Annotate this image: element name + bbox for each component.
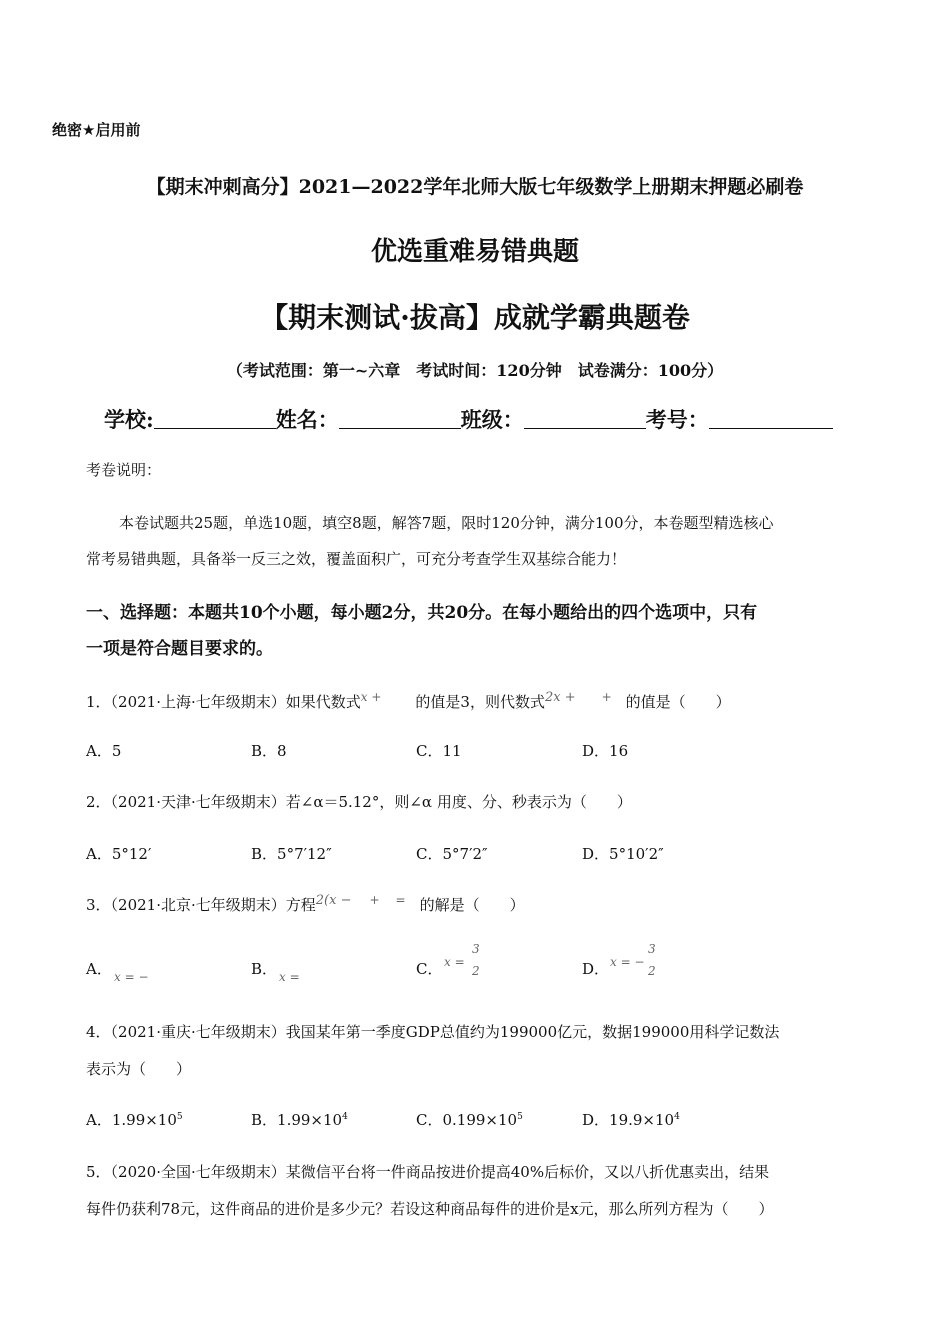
question-3-option-a[interactable] (86, 958, 149, 984)
question-5-line-2: 每件仍获利78元，这件商品的进价是多少元？若设这种商品每件的进价是x元，那么所列方程为（ ） (86, 1200, 774, 1218)
exam-subtitle: 优选重难易错典题 (370, 237, 579, 267)
question-2-stem: 2．（2021·天津·七年级期末）若∠α＝5.12°，则∠α 用度、分、秒表示为（ ） (86, 793, 632, 811)
instructions-line-1: 本卷试题共25题，单选10题，填空8题，解答7题，限时120分钟，满分100分，本卷题型精选核心 (119, 514, 774, 532)
question-2-option-a[interactable]: A．5°12′ (86, 845, 152, 863)
question-4-option-d-exponent: 4 (674, 1112, 680, 1122)
student-info-fields (104, 404, 833, 434)
instructions-line-2: 常考易错典题，具备举一反三之效，覆盖面积广，可充分考查学生双基综合能力！ (86, 550, 627, 568)
question-3-option-b-label: B． (251, 960, 278, 978)
question-1-math-b: 2x + (544, 690, 576, 705)
question-5-line-1: 5．（2020·全国·七年级期末）某微信平台将一件商品按进价提高40%后标价，又以八折优惠卖出，结果 (86, 1163, 770, 1181)
question-1-text-b: 的值是3，则代数式 (415, 693, 545, 711)
question-4-option-b-exponent: 4 (342, 1112, 348, 1122)
question-4-option-c-exponent: 5 (517, 1112, 523, 1122)
question-2-option-d[interactable]: D．5°10′2″ (582, 845, 664, 863)
question-4-line-2: 表示为（ ） (86, 1060, 192, 1078)
school-label: 学校: (104, 407, 154, 432)
question-3-option-c-label: C． (416, 960, 443, 978)
question-1-math-c: + (601, 690, 612, 704)
question-3-math-b: + (369, 893, 380, 907)
confidential-label: 绝密★启用前 (52, 121, 141, 139)
question-4-option-d-base: D．19.9×10 (582, 1111, 675, 1129)
question-4-option-c-base: C．0.199×10 (416, 1111, 518, 1129)
exam-heading: 【期末测试·拔高】成就学霸典题卷 (260, 301, 690, 334)
question-3-option-d-math: x = − (610, 955, 645, 969)
question-3-option-c-frac-bottom: 2 (472, 964, 480, 978)
question-4-option-a[interactable] (86, 1109, 183, 1130)
question-1-option-d[interactable]: D．16 (582, 742, 629, 760)
question-1-text-a: 1．（2021·上海·七年级期末）如果代数式 (86, 693, 361, 711)
section-heading-line-1: 一、选择题：本题共10个小题，每小题2分，共20分。在每小题给出的四个选项中，只有 (86, 603, 758, 623)
exam-title: 【期末冲刺高分】2021—2022学年北师大版七年级数学上册期末押题必刷卷 (146, 176, 804, 198)
question-3-option-c-frac-top: 3 (472, 942, 480, 956)
instructions-label: 考卷说明： (86, 461, 162, 479)
question-2-option-c[interactable]: C．5°7′2″ (416, 845, 488, 863)
question-3-option-a-label: A． (86, 960, 112, 978)
exam-info: （考试范围：第一~六章 考试时间：120分钟 试卷满分：100分） (226, 361, 724, 380)
question-4-option-a-exponent: 5 (176, 1112, 183, 1122)
name-label: 姓名： (275, 407, 339, 432)
question-1-math-a: x + (360, 690, 382, 704)
question-3-option-d[interactable] (582, 942, 656, 979)
question-1-option-a[interactable]: A．5 (86, 742, 122, 760)
question-3-option-c-math: x = (444, 955, 465, 969)
number-label: 考号： (645, 407, 709, 432)
question-3-option-b[interactable] (251, 958, 300, 984)
question-3-option-b-math: x = (279, 970, 300, 984)
question-4-option-a-base: A．1.99×10 (86, 1111, 177, 1129)
question-1-text-c: 的值是（ ） (625, 693, 731, 711)
question-3-math-a: 2(x − (315, 893, 352, 908)
question-4-option-d[interactable] (582, 1109, 680, 1130)
question-1-option-c[interactable]: C．11 (416, 742, 462, 760)
number-blank (709, 404, 833, 429)
question-1-option-b[interactable]: B．8 (251, 742, 287, 760)
section-heading-line-2: 一项是符合题目要求的。 (86, 639, 273, 659)
name-blank (339, 404, 461, 429)
question-3-text-a: 3．（2021·北京·七年级期末）方程 (86, 896, 316, 914)
question-3-math-c: = (395, 893, 406, 907)
question-4-line-1: 4．（2021·重庆·七年级期末）我国某年第一季度GDP总值约为199000亿元，数据199000用科学记数法 (86, 1023, 780, 1041)
class-label: 班级： (460, 407, 524, 432)
class-blank (524, 404, 646, 429)
question-3-option-d-frac-top: 3 (648, 942, 656, 956)
question-3-stem (86, 893, 525, 915)
question-4-option-c[interactable] (416, 1109, 523, 1130)
question-3-option-c[interactable] (416, 942, 480, 979)
question-4-option-b-base: B．1.99×10 (251, 1111, 343, 1129)
school-blank (154, 404, 276, 429)
question-2-option-b[interactable]: B．5°7′12″ (251, 845, 332, 863)
question-3-option-a-math: x = − (114, 970, 149, 984)
question-3-text-b: 的解是（ ） (419, 896, 525, 914)
question-4-option-b[interactable] (251, 1109, 348, 1130)
question-3-option-d-label: D． (582, 960, 610, 978)
question-3-option-d-frac-bottom: 2 (648, 964, 656, 978)
question-1-stem (86, 690, 731, 712)
